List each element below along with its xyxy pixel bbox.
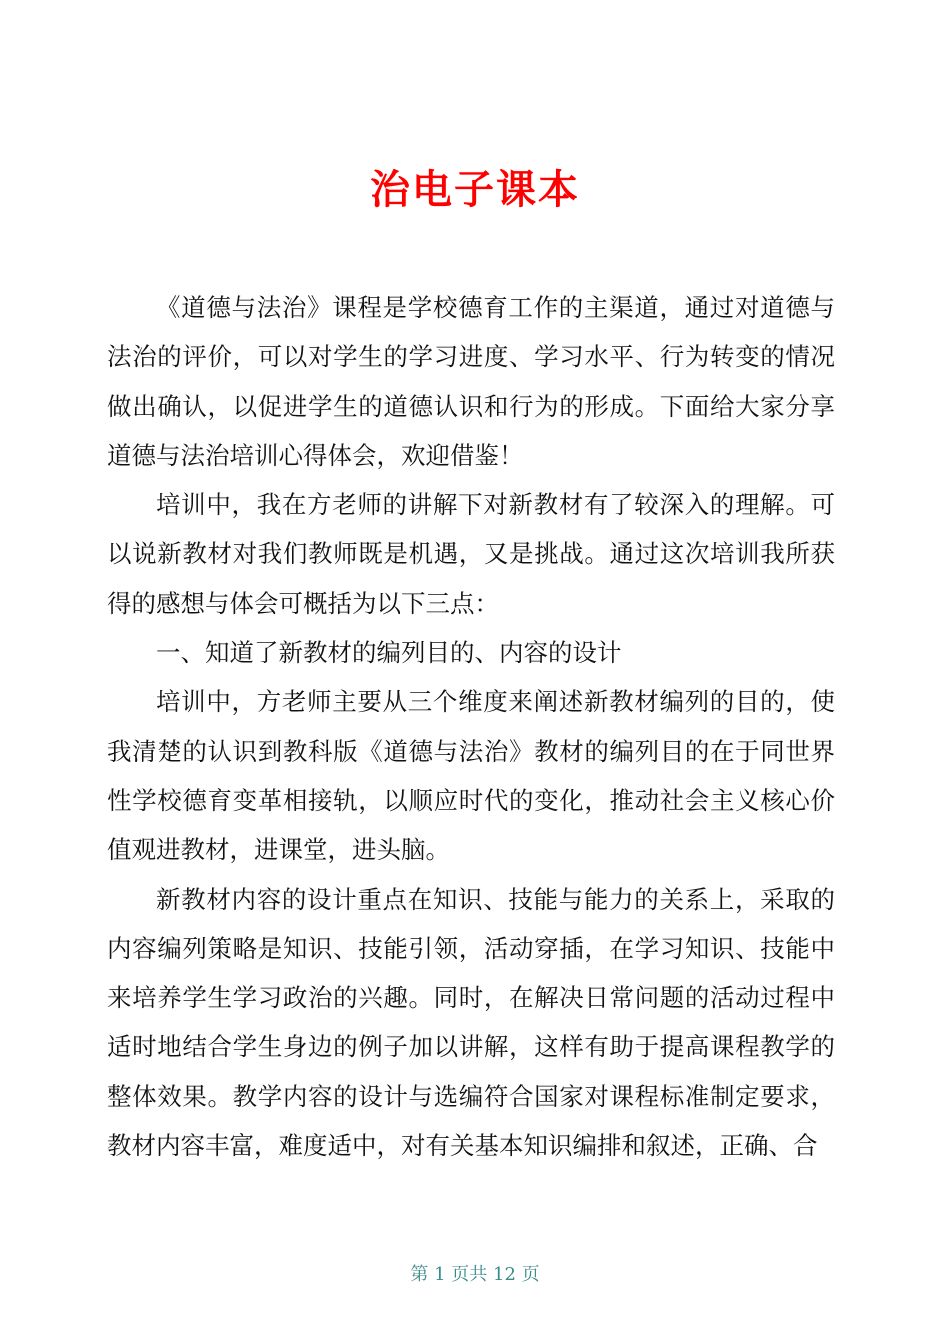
paragraph: 培训中，我在方老师的讲解下对新教材有了较深入的理解。可以说新教材对我们教师既是机遇，又是挑战。通过这次培训我所获得的感想与体会可概括为以下三点： [107,490,835,618]
section-heading: 一、知道了新教材的编列目的、内容的设计 [156,638,622,668]
page-number-footer: 第 1 页共 12 页 [410,1264,540,1285]
document-title: 治电子课本 [370,167,580,213]
paragraph: 《道德与法治》课程是学校德育工作的主渠道，通过对道德与法治的评价，可以对学生的学习进度、学习水平、行为转变的情况做出确认，以促进学生的道德认识和行为的形成。下面给大家分享道德与法治培训心得体会，欢迎借鉴！ [107,293,835,470]
document-body [107,283,835,1170]
paragraph: 培训中，方老师主要从三个维度来阐述新教材编列的目的，使我清楚的认识到教科版《道德与法治》教材的编列目的在于同世界性学校德育变革相接轨，以顺应时代的变化，推动社会主义核心价值观进教材，进课堂，进头脑。 [107,687,835,865]
paragraph: 新教材内容的设计重点在知识、技能与能力的关系上，采取的内容编列策略是知识、技能引领，活动穿插，在学习知识、技能中来培养学生学习政治的兴趣。同时，在解决日常问题的活动过程中适时地结合学生身边的例子加以讲解，这样有助于提高课程教学的整体效果。教学内容的设计与选编符合国家对课程标准制定要求，教材内容丰富，难度适中，对有关基本知识编排和叙述，正确、合 [107,884,835,1161]
